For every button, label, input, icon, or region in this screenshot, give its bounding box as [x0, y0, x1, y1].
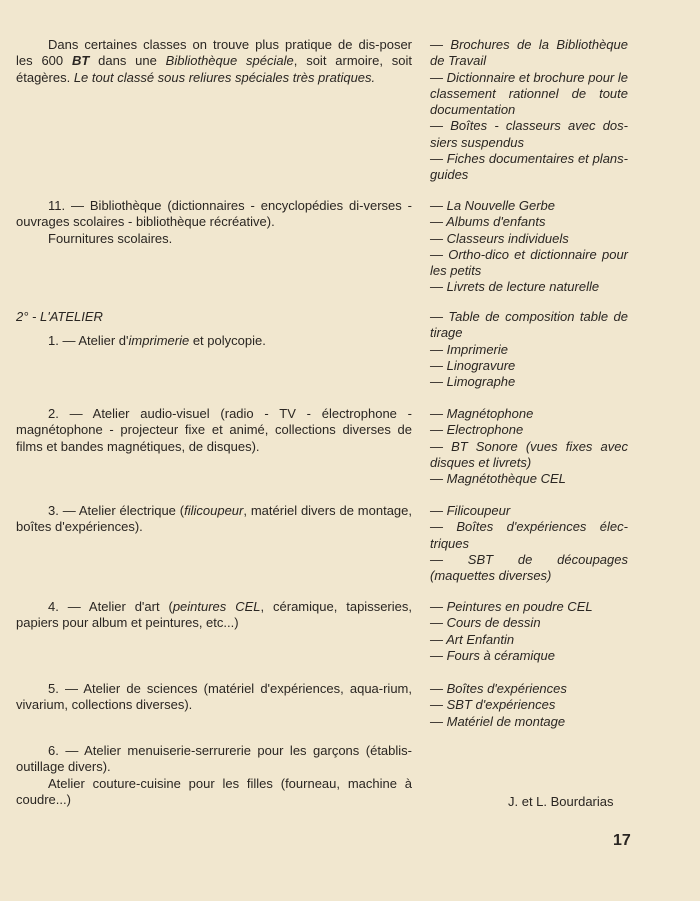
text-run: et polycopie. — [189, 333, 266, 349]
list-item: — Table de composition table de tirage — [430, 309, 628, 341]
list-item: — Livrets de lecture naturelle — [430, 279, 600, 295]
list-item: — Boîtes d'expériences — [430, 681, 567, 696]
text-run: Atelier couture-cuisine pour les filles (fourneau, machine à coudre...) — [16, 775, 412, 807]
paragraph — [16, 599, 412, 632]
list-item: — BT Sonore (vues fixes avec disques et livrets) — [430, 438, 628, 470]
list-item: — Magnétothèque CEL — [430, 471, 566, 487]
list-item: — Cours de dessin — [430, 615, 541, 631]
text-run: 4. — Atelier d'art ( — [48, 599, 173, 614]
equipment-list — [430, 503, 628, 584]
text-run: 1. — Atelier d' — [48, 333, 129, 349]
section-text — [16, 681, 412, 714]
text-run: peintures CEL — [172, 599, 261, 614]
text-run: , céramique, tapisseries, papiers pour album et peintures, etc...) — [16, 599, 412, 631]
section-text — [16, 309, 412, 350]
text-run: 2. — Atelier audio-visuel (radio - TV - électrophone - magnétophone - projecteur fixe et animé, collections diverses de films et bandes magnétiques, de disques). — [16, 406, 412, 454]
list-item: — Fours à céramique — [430, 647, 555, 663]
list-item: — Boîtes d'expériences élec-triques — [430, 519, 628, 551]
page-number: 17 — [613, 832, 631, 849]
equipment-list — [430, 198, 628, 296]
list-item: — Dictionnaire et brochure pour le classement rationnel de toute documentation — [430, 69, 628, 118]
equipment-list — [430, 599, 628, 664]
list-item: — SBT de découpages (maquettes diverses) — [430, 551, 628, 584]
list-item: — Matériel de montage — [430, 713, 566, 729]
section-text — [16, 198, 412, 247]
list-item: — Ortho-dico et dictionnaire pour les petits — [430, 246, 628, 279]
paragraph — [16, 198, 412, 231]
paragraph — [16, 406, 412, 455]
section-text — [16, 37, 412, 86]
section-heading: 2° - L'ATELIER — [16, 309, 103, 324]
text-run: , matériel divers de montage, boîtes d'expériences). — [16, 503, 412, 535]
text-run: filicoupeur — [184, 503, 244, 518]
list-item: — Limographe — [430, 374, 516, 390]
equipment-list — [430, 309, 628, 390]
list-item: — Art Enfantin — [430, 631, 515, 647]
section-text — [16, 406, 412, 455]
text-run: Le tout classé sous reliures spéciales très pratiques. — [73, 69, 376, 85]
list-item: — Electrophone — [430, 422, 524, 438]
text-run: 3. — Atelier électrique ( — [48, 503, 185, 518]
list-item: — Magnétophone — [430, 406, 534, 421]
list-item: — Classeurs individuels — [430, 230, 569, 246]
list-item: — Brochures de la Bibliothèque de Travail — [430, 37, 628, 69]
list-item: — Imprimerie — [430, 341, 509, 357]
paragraph — [16, 503, 412, 536]
text-run: 5. — Atelier de sciences (matériel d'expériences, aqua-rium, vivarium, collections diverses). — [16, 681, 412, 713]
equipment-list — [430, 37, 628, 184]
text-run: 11. — Bibliothèque (dictionnaires - encyclopédies di-verses - ouvrages scolaires - bibliothèque récréative). — [16, 198, 412, 230]
text-run: Fournitures scolaires. — [48, 230, 173, 246]
equipment-list — [430, 406, 628, 487]
text-run: imprimerie — [128, 333, 190, 349]
text-run: Bibliothèque spéciale — [165, 53, 294, 69]
text-run: 6. — Atelier menuiserie-serrurerie pour les garçons (établis-outillage divers). — [16, 743, 412, 775]
text-run: BT — [71, 53, 90, 69]
list-item: — Filicoupeur — [430, 503, 511, 518]
section-text — [16, 743, 412, 808]
paragraph — [16, 776, 412, 809]
list-item: — SBT d'expériences — [430, 697, 556, 713]
paragraph — [16, 333, 412, 349]
text-run: Dans certaines classes on trouve plus pratique de dis-poser les 600 — [16, 37, 412, 69]
paragraph — [16, 743, 412, 776]
text-run: , soit armoire, soit étagères. — [16, 53, 412, 85]
list-item: — Fiches documentaires et plans-guides — [430, 151, 628, 183]
list-item: — Albums d'enfants — [430, 214, 546, 230]
paragraph — [16, 231, 412, 247]
equipment-list — [430, 681, 628, 730]
signature: J. et L. Bourdarias — [508, 794, 614, 809]
paragraph — [16, 37, 412, 86]
list-item: — Boîtes - classeurs avec dos-siers suspendus — [430, 118, 628, 150]
list-item: — Linogravure — [430, 357, 516, 373]
section-text — [16, 599, 412, 632]
paragraph — [16, 681, 412, 714]
text-run: dans une — [89, 53, 166, 69]
list-item: — La Nouvelle Gerbe — [430, 198, 556, 213]
section-text — [16, 503, 412, 536]
list-item: — Peintures en poudre CEL — [430, 599, 593, 614]
